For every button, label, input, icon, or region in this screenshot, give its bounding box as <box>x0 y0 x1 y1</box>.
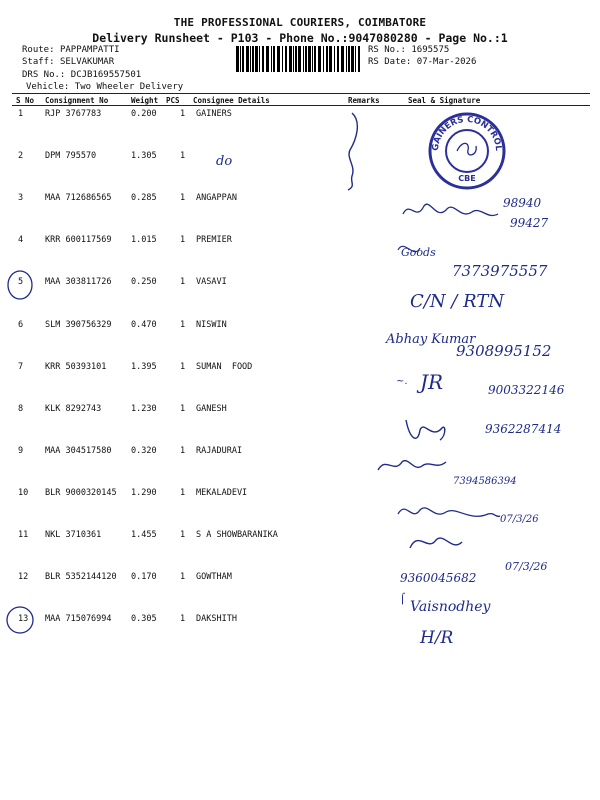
row12-signature: Vaisnodhey <box>410 599 491 615</box>
col-header-pcs: PCS <box>166 96 180 105</box>
row7-signature: JR <box>420 370 444 394</box>
row7-phone: 9003322146 <box>488 383 565 397</box>
cell-pcs: 1 <box>180 109 186 119</box>
gainers-stamp <box>430 114 504 188</box>
cell-pcs: 1 <box>180 614 186 624</box>
cell-consignee: SUMAN FOOD <box>196 362 253 372</box>
row5-status: C/N / RTN <box>410 291 505 312</box>
cell-sno: 4 <box>18 235 24 245</box>
cell-weight: 0.320 <box>131 446 157 456</box>
row8-signature <box>406 420 445 440</box>
cell-cons: KRR 600117569 <box>45 235 112 245</box>
cell-pcs: 1 <box>180 193 186 203</box>
cell-consignee: DAKSHITH <box>196 614 237 624</box>
row11-date: 07/3/26 <box>505 560 548 573</box>
stamp-signature <box>457 143 476 155</box>
cell-weight: 1.015 <box>131 235 157 245</box>
col-header-consignment: Consignment No <box>45 96 109 105</box>
row6-signature: Abhay Kumar <box>386 332 476 347</box>
cell-consignee: PREMIER <box>196 235 232 245</box>
staff-line <box>22 57 114 67</box>
cell-weight: 1.455 <box>131 530 157 540</box>
rs-no-line <box>368 45 449 55</box>
cell-cons: KLK 8292743 <box>45 404 102 414</box>
remarks-bracket <box>348 113 357 190</box>
cell-weight: 1.230 <box>131 404 157 414</box>
cell-pcs: 1 <box>180 446 186 456</box>
col-header-weight: Weight <box>131 96 159 105</box>
route-label: Route: <box>22 45 55 55</box>
cell-weight: 0.470 <box>131 320 157 330</box>
cell-weight: 0.200 <box>131 109 157 119</box>
rs-date-label: RS Date: <box>368 57 412 67</box>
cell-consignee: ANGAPPAN <box>196 193 237 203</box>
cell-sno: 13 <box>18 614 29 624</box>
rs-date-line <box>368 57 476 67</box>
cell-consignee: MEKALADEVI <box>196 488 248 498</box>
cell-pcs: 1 <box>180 277 186 287</box>
runsheet-subtitle: Delivery Runsheet - P103 - Phone No.:9047080280 - Page No.:1 <box>92 31 508 45</box>
cell-sno: 11 <box>18 530 29 540</box>
row3-phone-a: 98940 <box>503 196 542 210</box>
row12-mark: ⌠ <box>400 594 406 605</box>
cell-cons: NKL 3710361 <box>45 530 102 540</box>
vehicle-value: Two Wheeler Delivery <box>74 82 184 92</box>
cell-weight: 0.285 <box>131 193 157 203</box>
cell-sno: 8 <box>18 404 24 414</box>
row11-signature <box>410 538 462 548</box>
cell-sno: 7 <box>18 362 24 372</box>
cell-pcs: 1 <box>180 572 186 582</box>
cell-consignee: RAJADURAI <box>196 446 243 456</box>
cell-weight: 0.250 <box>131 277 157 287</box>
row4-signature: Goods <box>401 246 436 259</box>
cell-cons: MAA 715076994 <box>45 614 112 624</box>
cell-sno: 6 <box>18 320 24 330</box>
barcode <box>236 46 362 72</box>
stamp-bottom-text: CBE <box>458 174 476 183</box>
rs-no-label: RS No.: <box>368 45 406 55</box>
route-value: PAPPAMPATTI <box>59 45 120 55</box>
drs-value: DCJB169557501 <box>70 70 142 80</box>
cell-pcs: 1 <box>180 488 186 498</box>
stamp-outer-ring <box>430 114 504 188</box>
cell-consignee: VASAVI <box>196 277 227 287</box>
row3-phone-b: 99427 <box>510 216 549 230</box>
row13-status: H/R <box>420 628 454 648</box>
cell-sno: 2 <box>18 151 24 161</box>
col-header-remarks: Remarks <box>348 96 380 105</box>
cell-consignee: S A SHOWBARANIKA <box>196 530 278 540</box>
rs-date-value: 07-Mar-2026 <box>416 57 477 67</box>
cell-consignee: GANESH <box>196 404 227 414</box>
cell-sno: 10 <box>18 488 29 498</box>
staff-label: Staff: <box>22 57 55 67</box>
cell-cons: MAA 712686565 <box>45 193 112 203</box>
rs-no-value: 1695575 <box>411 45 450 55</box>
cell-cons: DPM 795570 <box>45 151 97 161</box>
cell-sno: 5 <box>18 277 24 287</box>
staff-value: SELVAKUMAR <box>59 57 115 67</box>
cell-cons: SLM 390756329 <box>45 320 112 330</box>
table-header-rule <box>12 105 590 106</box>
cell-sno: 3 <box>18 193 24 203</box>
route-line <box>22 45 120 55</box>
row8-phone: 9362287414 <box>485 422 562 436</box>
cell-cons: MAA 304517580 <box>45 446 112 456</box>
row9-signature <box>378 461 446 470</box>
row3-signature <box>403 204 498 215</box>
cell-pcs: 1 <box>180 362 186 372</box>
row4-phone: 7373975557 <box>452 262 548 280</box>
row12-phone: 9360045682 <box>400 571 477 585</box>
cell-weight: 1.305 <box>131 151 157 161</box>
col-header-sno: S No <box>16 96 35 105</box>
cell-cons: BLR 5352144120 <box>45 572 117 582</box>
cell-pcs: 1 <box>180 151 186 161</box>
row10-date: 07/3/26 <box>500 514 539 525</box>
cell-consignee: GOWTHAM <box>196 572 232 582</box>
row9-phone: 7394586394 <box>453 476 517 487</box>
row6-phone: 9308995152 <box>456 342 552 360</box>
vehicle-line <box>26 82 183 92</box>
cell-pcs: 1 <box>180 235 186 245</box>
cell-pcs: 1 <box>180 320 186 330</box>
cell-weight: 0.170 <box>131 572 157 582</box>
drs-label: DRS No.: <box>22 70 66 80</box>
cell-weight: 1.395 <box>131 362 157 372</box>
row10-signature <box>398 508 500 517</box>
col-header-seal: Seal & Signature <box>408 96 481 105</box>
cell-sno: 12 <box>18 572 29 582</box>
vehicle-label: Vehicle: <box>26 82 70 92</box>
cell-weight: 1.290 <box>131 488 157 498</box>
table-top-rule <box>12 93 590 94</box>
cell-pcs: 1 <box>180 530 186 540</box>
cell-cons: MAA 303811726 <box>45 277 112 287</box>
stamp-inner-ring <box>446 130 488 172</box>
row2-ditto: do <box>216 154 233 169</box>
cell-weight: 0.305 <box>131 614 157 624</box>
cell-sno: 1 <box>18 109 24 119</box>
cell-consignee: NISWIN <box>196 320 227 330</box>
row4-sig-stroke <box>398 246 420 251</box>
col-header-consignee: Consignee Details <box>193 96 270 105</box>
drs-line <box>22 70 141 80</box>
row7-mark: ~. <box>396 376 408 387</box>
cell-sno: 9 <box>18 446 24 456</box>
cell-cons: BLR 9000320145 <box>45 488 117 498</box>
stamp-top-text: GAINERS CONTROL <box>430 114 504 152</box>
company-title: THE PROFESSIONAL COURIERS, COIMBATORE <box>173 16 427 29</box>
cell-cons: KRR 50393101 <box>45 362 107 372</box>
cell-cons: RJP 3767783 <box>45 109 102 119</box>
cell-consignee: GAINERS <box>196 109 232 119</box>
cell-pcs: 1 <box>180 404 186 414</box>
